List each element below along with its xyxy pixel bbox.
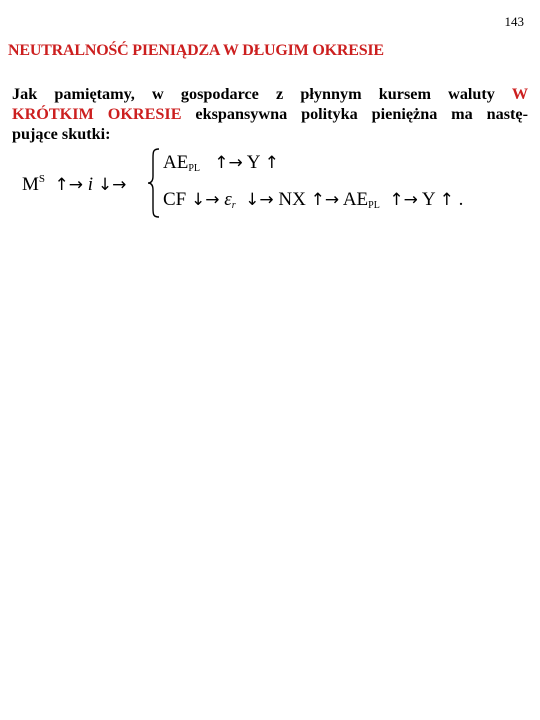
formula-top-branch: $AE_{PL}$ ↑→ Y ↑	[163, 152, 279, 174]
paragraph-line-3: pujące skutki:	[12, 125, 111, 143]
formula-bottom-branch: CF ↓→ $\varepsilon_r$ ↓→ NX ↑→ $AE_{PL}$ ↑→ Y ↑ .	[163, 189, 464, 211]
paragraph-line-2: KRÓTKIM OKRESIE ekspansywna polityka pieniężna ma nastę-	[12, 105, 529, 123]
curly-brace-icon	[147, 148, 161, 218]
transmission-formula	[0, 0, 540, 240]
page-number: 143	[504, 14, 524, 29]
section-heading: NEUTRALNOŚĆ PIENIĄDZA W DŁUGIM OKRESIE	[8, 42, 384, 59]
paragraph-line-1: Jak pamiętamy, w gospodarce z płynnym kursem waluty W	[12, 85, 528, 103]
formula-left-chain: $M^S$ ↑→ i ↓→	[22, 173, 127, 195]
